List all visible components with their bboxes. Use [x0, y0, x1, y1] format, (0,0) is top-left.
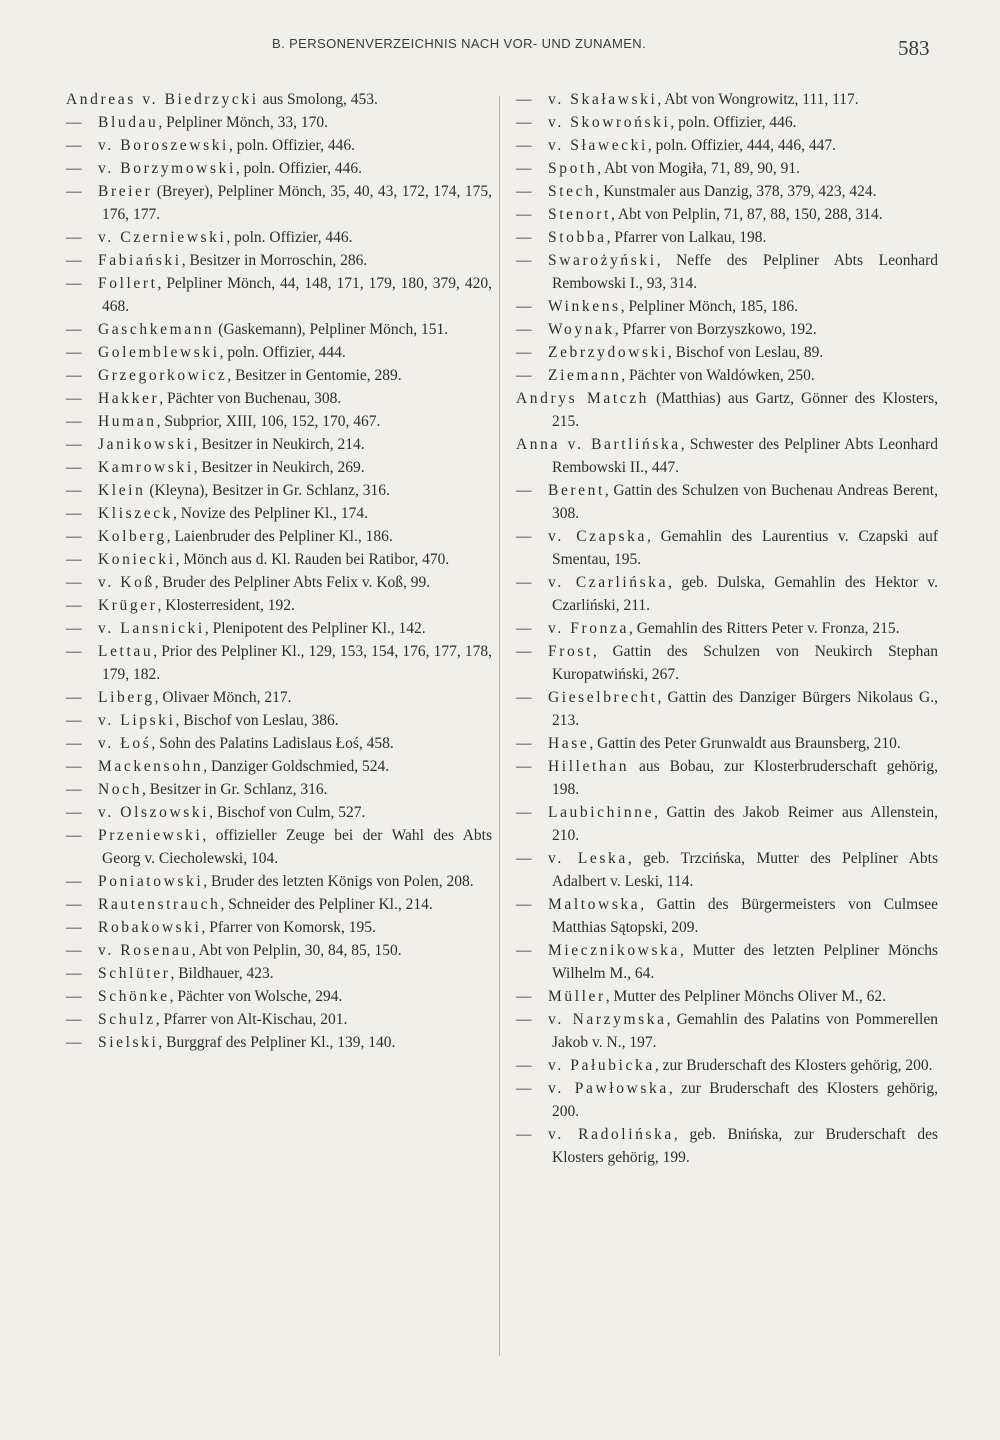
entry-dash: —: [516, 735, 532, 752]
entry-name: Follert: [98, 275, 158, 292]
entry-dash: —: [516, 758, 532, 775]
entry-name: Mackensohn: [98, 758, 204, 775]
entry-dash: —: [66, 390, 82, 407]
index-entry: [66, 870, 492, 893]
entry-name: Gaschkemann: [98, 321, 215, 338]
entry-dash: —: [66, 689, 82, 706]
entry-dash: —: [66, 597, 82, 614]
entry-description: , Prior des Pelpliner Kl., 129, 153, 154, 176, 177, 178, 179, 182.: [102, 643, 492, 683]
entry-dash: —: [516, 321, 532, 338]
entry-name: Woynak: [548, 321, 615, 338]
entry-description: , Gattin des Danziger Bürgers Nikolaus G., 213.: [552, 689, 938, 729]
entry-name: v. Koß: [98, 574, 155, 591]
entry-name: Golemblewski: [98, 344, 220, 361]
entry-dash: —: [516, 689, 532, 706]
page-number: 583: [898, 36, 930, 60]
index-entry: [516, 1054, 938, 1077]
entry-description: , Gemahlin des Laurentius v. Czapski auf Smentau, 195.: [552, 528, 938, 568]
entry-description: , zur Bruderschaft des Klosters gehörig, 200.: [654, 1057, 933, 1074]
entry-description: , Bruder des letzten Königs von Polen, 208.: [203, 873, 474, 890]
entry-dash: —: [516, 298, 532, 315]
index-entry: [66, 479, 492, 502]
entry-name: Breier: [98, 183, 153, 200]
entry-dash: —: [516, 942, 532, 959]
running-header: B. PERSONENVERZEICHNIS NACH VOR- UND ZUNAMEN.: [272, 36, 647, 51]
entry-description: , Danziger Goldschmied, 524.: [203, 758, 390, 775]
index-entry: [516, 1123, 938, 1169]
entry-dash: —: [516, 160, 532, 177]
entry-description: , Bischof von Leslau, 386.: [175, 712, 339, 729]
index-entry: [516, 387, 938, 433]
entry-name: Klein: [98, 482, 146, 499]
entry-description: , Novize des Pelpliner Kl., 174.: [173, 505, 369, 522]
entry-name: Spoth: [548, 160, 598, 177]
index-entry: [66, 916, 492, 939]
entry-description: , poln. Offizier, 444.: [219, 344, 346, 361]
entry-description: , Klosterresident, 192.: [157, 597, 295, 614]
entry-description: , Abt von Pelplin, 30, 84, 85, 150.: [191, 942, 402, 959]
entry-name: v. Lipski: [98, 712, 176, 729]
entry-dash: —: [66, 275, 82, 292]
index-entry: [66, 433, 492, 456]
index-entry: [516, 295, 938, 318]
entry-name: Schulz: [98, 1011, 156, 1028]
entry-dash: —: [66, 183, 82, 200]
entry-description: , Schwester des Pelpliner Abts Leonhard Rembowski II., 447.: [552, 436, 939, 476]
index-entry: [516, 88, 938, 111]
entry-description: , Gemahlin des Ritters Peter v. Fronza, 215.: [628, 620, 900, 637]
entry-name: Schönke: [98, 988, 170, 1005]
entry-name: v. Olszowski: [98, 804, 210, 821]
entry-description: , Pelpliner Mönch, 185, 186.: [620, 298, 799, 315]
entry-dash: —: [66, 482, 82, 499]
entry-dash: —: [66, 551, 82, 568]
entry-name: Ziemann: [548, 367, 622, 384]
entry-description: , Bischof von Culm, 527.: [209, 804, 366, 821]
entry-description: , Subprior, XIII, 106, 152, 170, 467.: [156, 413, 381, 430]
index-entry: [66, 88, 492, 111]
index-entry: [66, 962, 492, 985]
index-entry: [516, 985, 938, 1008]
index-entry: [66, 617, 492, 640]
entry-dash: —: [516, 896, 532, 913]
entry-description: , poln. Offizier, 446.: [235, 160, 362, 177]
index-entry: [66, 640, 492, 686]
entry-description: , Mönch aus d. Kl. Rauden bei Ratibor, 470.: [175, 551, 450, 568]
index-entry: [516, 847, 938, 893]
entry-dash: —: [516, 114, 532, 131]
entry-name: Noch: [98, 781, 142, 798]
entry-description: , geb. Trzcińska, Mutter des Pelpliner Abts Adalbert v. Leski, 114.: [552, 850, 938, 890]
index-entry: [66, 893, 492, 916]
index-entry: [66, 111, 492, 134]
entry-name: Human: [98, 413, 157, 430]
index-entry: [516, 111, 938, 134]
entry-name: Andreas v. Biedrzycki: [66, 91, 259, 108]
index-entry: [516, 341, 938, 364]
entry-dash: —: [516, 850, 532, 867]
entry-name: Stenort: [548, 206, 611, 223]
index-entry: [516, 203, 938, 226]
entry-name: v. Leska: [548, 850, 628, 867]
entry-description: , Besitzer in Neukirch, 269.: [193, 459, 365, 476]
entry-dash: —: [66, 896, 82, 913]
index-entry: [66, 341, 492, 364]
entry-name: Laubichinne: [548, 804, 655, 821]
entry-dash: —: [516, 988, 532, 1005]
index-entry: [66, 732, 492, 755]
left-column: [66, 88, 492, 1054]
entry-name: Krüger: [98, 597, 158, 614]
entry-name: Robakowski: [98, 919, 202, 936]
entry-name: v. Skaławski: [548, 91, 658, 108]
entry-description: , zur Bruderschaft des Klosters gehörig, 200.: [552, 1080, 938, 1120]
index-entry: [516, 640, 938, 686]
entry-dash: —: [66, 712, 82, 729]
index-entry: [66, 1008, 492, 1031]
index-entry: [66, 755, 492, 778]
entry-name: v. Narzymska: [548, 1011, 667, 1028]
entry-description: , Gattin des Schulzen von Buchenau Andreas Berent, 308.: [552, 482, 938, 522]
entry-name: v. Boroszewski: [98, 137, 229, 154]
entry-description: , Besitzer in Neukirch, 214.: [193, 436, 365, 453]
index-entry: [516, 180, 938, 203]
entry-dash: —: [66, 643, 82, 660]
entry-description: , Mutter des letzten Pelpliner Mönchs Wilhelm M., 64.: [552, 942, 938, 982]
entry-dash: —: [66, 781, 82, 798]
entry-name: v. Sławecki: [548, 137, 648, 154]
entry-dash: —: [516, 1011, 532, 1028]
index-entry: [66, 525, 492, 548]
entry-name: Grzegorkowicz: [98, 367, 228, 384]
entry-dash: —: [516, 137, 532, 154]
entry-name: v. Rosenau: [98, 942, 192, 959]
index-entry: [66, 939, 492, 962]
index-entry: [516, 134, 938, 157]
index-entry: [66, 801, 492, 824]
index-entry: [66, 134, 492, 157]
entry-name: Stobba: [548, 229, 607, 246]
entry-description: , Schneider des Pelpliner Kl., 214.: [220, 896, 433, 913]
index-entry: [516, 525, 938, 571]
index-entry: [66, 272, 492, 318]
entry-dash: —: [66, 137, 82, 154]
entry-description: , Abt von Wongrowitz, 111, 117.: [657, 91, 859, 108]
entry-description: , Pächter von Buchenau, 308.: [159, 390, 342, 407]
entry-dash: —: [66, 873, 82, 890]
entry-name: Lettau: [98, 643, 154, 660]
entry-description: , poln. Offizier, 444, 446, 447.: [647, 137, 837, 154]
entry-dash: —: [66, 965, 82, 982]
index-entry: [516, 617, 938, 640]
index-entry: [66, 571, 492, 594]
entry-dash: —: [516, 183, 532, 200]
entry-dash: —: [66, 436, 82, 453]
index-entry: [66, 778, 492, 801]
entry-description: aus Smolong, 453.: [258, 91, 378, 108]
entry-description: , Pächter von Waldówken, 250.: [621, 367, 815, 384]
right-column: [516, 88, 938, 1169]
entry-dash: —: [516, 528, 532, 545]
index-entry: [66, 387, 492, 410]
entry-description: aus Bobau, zur Klosterbruderschaft gehörig, 198.: [552, 758, 938, 798]
entry-description: , Gattin des Schulzen von Neukirch Stephan Kuropatwiński, 267.: [552, 643, 938, 683]
entry-dash: —: [66, 321, 82, 338]
index-entry: [516, 893, 938, 939]
entry-name: Fabiański: [98, 252, 182, 269]
index-entry: [516, 1008, 938, 1054]
entry-dash: —: [66, 942, 82, 959]
index-entry: [516, 939, 938, 985]
entry-description: , Laienbruder des Pelpliner Kl., 186.: [166, 528, 393, 545]
entry-name: Anna v. Bartlińska: [516, 436, 681, 453]
entry-name: v. Czerniewski: [98, 229, 227, 246]
index-entry: [66, 456, 492, 479]
entry-name: v. Borzymowski: [98, 160, 236, 177]
entry-dash: —: [66, 919, 82, 936]
entry-name: Swarożyński: [548, 252, 657, 269]
entry-name: v. Łoś: [98, 735, 152, 752]
entry-name: Stech: [548, 183, 596, 200]
entry-dash: —: [66, 344, 82, 361]
index-entry: [66, 709, 492, 732]
entry-description: , Besitzer in Gentomie, 289.: [227, 367, 402, 384]
entry-dash: —: [66, 735, 82, 752]
entry-dash: —: [516, 229, 532, 246]
entry-dash: —: [66, 804, 82, 821]
entry-dash: —: [66, 1011, 82, 1028]
entry-description: , poln. Offizier, 446.: [226, 229, 353, 246]
entry-description: , Gattin des Jakob Reimer aus Allenstein, 210.: [552, 804, 938, 844]
index-entry: [516, 157, 938, 180]
index-entry: [516, 1077, 938, 1123]
entry-description: , offizieller Zeuge bei der Wahl des Abts Georg v. Ciecholewski, 104.: [102, 827, 492, 867]
entry-dash: —: [66, 367, 82, 384]
entry-description: (Kleyna), Besitzer in Gr. Schlanz, 316.: [145, 482, 390, 499]
entry-dash: —: [66, 252, 82, 269]
entry-name: v. Czarlińska: [548, 574, 669, 591]
entry-description: , Gattin des Peter Grunwaldt aus Braunsberg, 210.: [589, 735, 901, 752]
entry-dash: —: [66, 620, 82, 637]
entry-name: Berent: [548, 482, 605, 499]
entry-dash: —: [66, 459, 82, 476]
entry-dash: —: [516, 252, 532, 269]
entry-description: , Kunstmaler aus Danzig, 378, 379, 423, 424.: [595, 183, 877, 200]
entry-name: Bludau: [98, 114, 159, 131]
index-entry: [66, 410, 492, 433]
entry-description: , Pelpliner Mönch, 44, 148, 171, 179, 180, 379, 420, 468.: [102, 275, 492, 315]
entry-name: Zebrzydowski: [548, 344, 668, 361]
entry-name: v. Pawłowska: [548, 1080, 669, 1097]
entry-name: Janikowski: [98, 436, 194, 453]
entry-dash: —: [516, 1126, 532, 1143]
column-divider: [499, 96, 500, 1356]
index-entry: [66, 1031, 492, 1054]
index-entry: [516, 732, 938, 755]
entry-description: , Pelpliner Mönch, 33, 170.: [158, 114, 328, 131]
entry-name: Koniecki: [98, 551, 176, 568]
entry-name: Andrys Matczh: [516, 390, 650, 407]
entry-dash: —: [516, 482, 532, 499]
entry-name: Przeniewski: [98, 827, 203, 844]
index-entry: [516, 249, 938, 295]
index-entry: [516, 433, 938, 479]
entry-name: Sielski: [98, 1034, 159, 1051]
entry-dash: —: [516, 620, 532, 637]
entry-description: , poln. Offizier, 446.: [670, 114, 797, 131]
index-entry: [66, 824, 492, 870]
entry-name: Winkens: [548, 298, 621, 315]
entry-name: v. Radolińska: [548, 1126, 674, 1143]
entry-name: Frost: [548, 643, 593, 660]
entry-name: Rautenstrauch: [98, 896, 221, 913]
entry-dash: —: [516, 206, 532, 223]
entry-description: , Olivaer Mönch, 217.: [154, 689, 292, 706]
entry-description: , Burggraf des Pelpliner Kl., 139, 140.: [158, 1034, 396, 1051]
entry-description: , poln. Offizier, 446.: [228, 137, 356, 154]
entry-description: , Gattin des Bürgermeisters von Culmsee Matthias Sątopski, 209.: [552, 896, 938, 936]
index-entry: [516, 479, 938, 525]
entry-dash: —: [516, 344, 532, 361]
entry-dash: —: [516, 91, 532, 108]
entry-description: , Besitzer in Morroschin, 286.: [181, 252, 368, 269]
entry-name: Kamrowski: [98, 459, 194, 476]
entry-description: , Bildhauer, 423.: [170, 965, 274, 982]
entry-name: Gieselbrecht: [548, 689, 658, 706]
entry-description: , Bruder des Pelpliner Abts Felix v. Koß, 99.: [154, 574, 431, 591]
entry-name: Schlüter: [98, 965, 171, 982]
entry-dash: —: [66, 528, 82, 545]
entry-dash: —: [66, 758, 82, 775]
entry-dash: —: [66, 160, 82, 177]
index-entry: [516, 755, 938, 801]
entry-dash: —: [516, 804, 532, 821]
entry-name: Poniatowski: [98, 873, 204, 890]
index-entry: [66, 318, 492, 341]
index-entry: [516, 226, 938, 249]
entry-description: (Breyer), Pelpliner Mönch, 35, 40, 43, 172, 174, 175, 176, 177.: [102, 183, 492, 223]
entry-dash: —: [516, 367, 532, 384]
entry-description: , Sohn des Palatins Ladislaus Łoś, 458.: [151, 735, 394, 752]
entry-description: (Gaskemann), Pelpliner Mönch, 151.: [214, 321, 449, 338]
index-entry: [66, 157, 492, 180]
index-entry: [66, 364, 492, 387]
index-entry: [66, 226, 492, 249]
entry-name: Müller: [548, 988, 606, 1005]
entry-description: , Pächter von Wolsche, 294.: [169, 988, 343, 1005]
entry-dash: —: [66, 988, 82, 1005]
entry-dash: —: [516, 643, 532, 660]
entry-dash: —: [66, 505, 82, 522]
index-entry: [66, 180, 492, 226]
entry-dash: —: [66, 229, 82, 246]
entry-dash: —: [66, 1034, 82, 1051]
entry-description: , Besitzer in Gr. Schlanz, 316.: [141, 781, 328, 798]
entry-description: , Neffe des Pelpliner Abts Leonhard Rembowski I., 93, 314.: [552, 252, 938, 292]
entry-description: (Matthias) aus Gartz, Gönner des Klosters, 215.: [552, 390, 938, 430]
entry-name: Hakker: [98, 390, 160, 407]
entry-description: , geb. Bnińska, zur Bruderschaft des Klosters gehörig, 199.: [552, 1126, 938, 1166]
entry-dash: —: [516, 1080, 532, 1097]
entry-name: Miecznikowska: [548, 942, 680, 959]
index-entry: [66, 686, 492, 709]
entry-description: , Pfarrer von Lalkau, 198.: [606, 229, 767, 246]
entry-description: , Bischof von Leslau, 89.: [667, 344, 824, 361]
entry-name: Hase: [548, 735, 590, 752]
index-entry: [66, 548, 492, 571]
index-entry: [516, 318, 938, 341]
index-entry: [66, 594, 492, 617]
entry-description: , Mutter des Pelpliner Mönchs Oliver M., 62.: [605, 988, 887, 1005]
index-entry: [516, 686, 938, 732]
entry-dash: —: [66, 574, 82, 591]
entry-dash: —: [66, 114, 82, 131]
entry-name: Kolberg: [98, 528, 167, 545]
index-entry: [516, 801, 938, 847]
entry-name: v. Pałubicka: [548, 1057, 655, 1074]
entry-name: v. Fronza: [548, 620, 629, 637]
index-entry: [66, 249, 492, 272]
entry-description: , Pfarrer von Komorsk, 195.: [201, 919, 376, 936]
index-entry: [516, 571, 938, 617]
entry-name: Maltowska: [548, 896, 641, 913]
entry-name: v. Lansnicki: [98, 620, 205, 637]
index-entry: [516, 364, 938, 387]
entry-description: , geb. Dulska, Gemahlin des Hektor v. Czarliński, 211.: [552, 574, 938, 614]
entry-description: , Pfarrer von Borzyszkowo, 192.: [614, 321, 817, 338]
entry-name: v. Skowroński: [548, 114, 671, 131]
entry-name: Hillethan: [548, 758, 630, 775]
entry-name: Kliszeck: [98, 505, 174, 522]
entry-description: , Abt von Pelplin, 71, 87, 88, 150, 288, 314.: [610, 206, 883, 223]
index-entry: [66, 985, 492, 1008]
entry-description: , Plenipotent des Pelpliner Kl., 142.: [204, 620, 426, 637]
entry-name: v. Czapska: [548, 528, 647, 545]
entry-description: , Gemahlin des Palatins von Pommerellen Jakob v. N., 197.: [552, 1011, 938, 1051]
entry-dash: —: [66, 827, 82, 844]
entry-dash: —: [516, 574, 532, 591]
entry-description: , Abt von Mogiła, 71, 89, 90, 91.: [597, 160, 800, 177]
index-entry: [66, 502, 492, 525]
entry-name: Liberg: [98, 689, 155, 706]
entry-description: , Pfarrer von Alt-Kischau, 201.: [155, 1011, 348, 1028]
entry-dash: —: [516, 1057, 532, 1074]
entry-dash: —: [66, 413, 82, 430]
